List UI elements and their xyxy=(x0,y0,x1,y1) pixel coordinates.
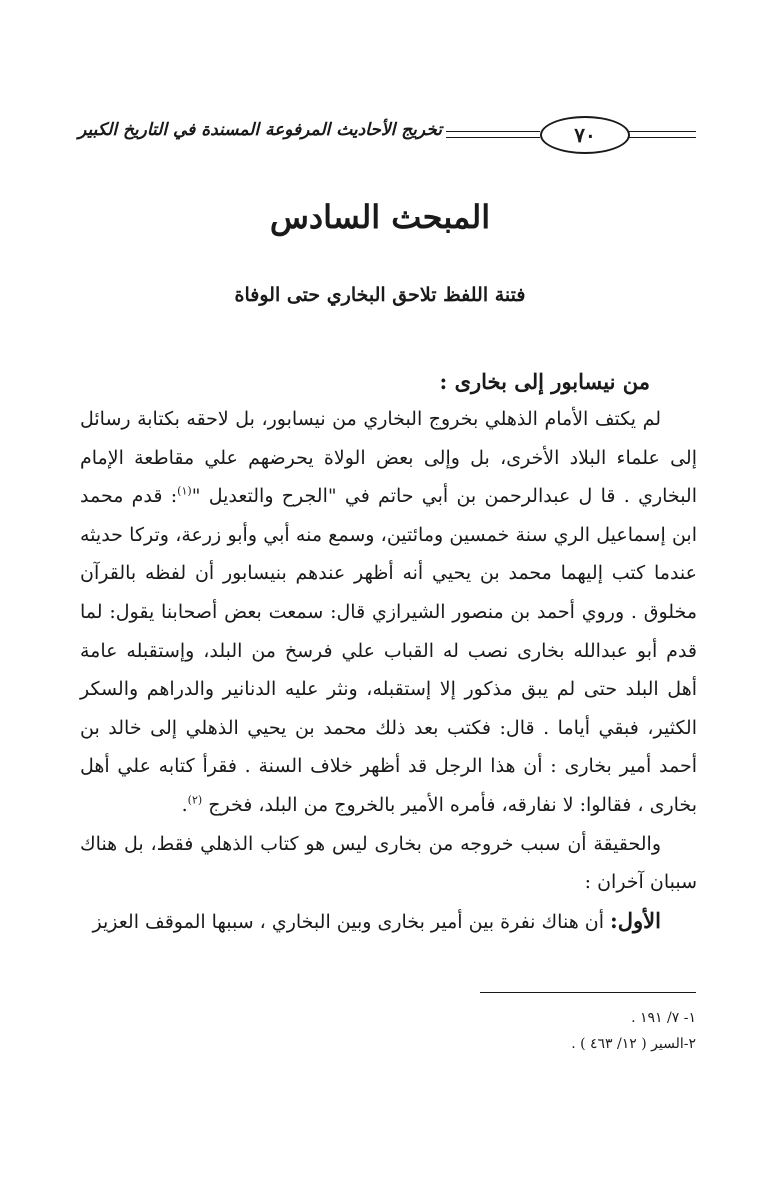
header-rule-left-2 xyxy=(446,137,540,138)
header-rule-right xyxy=(626,131,696,132)
running-title: تخريج الأحاديث المرفوعة المسندة في التاريخ الكبير xyxy=(78,120,442,140)
chapter-title: المبحث السادس xyxy=(269,198,491,236)
paragraph-3 xyxy=(80,902,697,942)
header-rule-right-2 xyxy=(626,137,696,138)
footnote-ref-1: (١) xyxy=(177,484,192,498)
footnotes xyxy=(296,1005,696,1057)
page-number: ٧٠ xyxy=(540,116,630,154)
subheading: من نيسابور إلى بخارى : xyxy=(439,369,650,394)
page-header xyxy=(0,108,760,158)
paragraph-3-lead: الأول: xyxy=(610,907,661,933)
footnote-ref-2: (٢) xyxy=(187,793,203,807)
paragraph-1-text: لم يكتف الأمام الذهلي بخروج البخاري من نيسابور، بل لاحقه بكتابة رسائل إلى علماء البلاد الأخرى، بل وإلى بعض الولاة يحرضهم علي مقاطعة الإمام البخاري . قا ل عبدالرحمن بن أبي حاتم في "الجرح والتعديل " xyxy=(80,408,697,508)
header-rule-left xyxy=(446,131,540,132)
section-title: فتنة اللفظ تلاحق البخاري حتى الوفاة xyxy=(234,284,526,306)
paragraph-2: والحقيقة أن سبب خروجه من بخارى ليس هو كتاب الذهلي فقط، بل هناك سببان آخران : xyxy=(80,832,697,894)
body-text xyxy=(80,400,697,941)
footnote-divider xyxy=(480,992,696,993)
paragraph-1 xyxy=(80,400,697,825)
footnote-2: ٢-السير ( ١٢/ ٤٦٣ ) . xyxy=(571,1036,696,1052)
paragraph-3-text: أن هناك نفرة بين أمير بخارى وبين البخاري ، سببها الموقف العزيز xyxy=(92,910,611,933)
paragraph-1-text-2: : قدم محمد ابن إسماعيل الري سنة خمسين ومائتين، وسمع منه أبي وأبو زرعة، وتركا حديثه عندما كتب إليهما محمد بن يحيي أنه أظهر عندهم بنيسابور أن لفظه بالقرآن مخلوق . وروي أحمد بن منصور الشيرازي قال: سمعت بعض أصحابنا يقول: لما قدم أبو عبدالله بخارى نصب له القباب علي فرسخ من البلد، وإستقبله عامة أهل البلد حتى لم يبق مذكور إلا إستقبله، ونثر عليه الدنانير والدراهم والسكر الكثير، فبقي أياما . قال: فكتب بعد ذلك محمد بن يحيي الذهلي إلى خالد بن أحمد أمير بخارى : أن هذا الرجل قد أظهر خلاف السنة . فقرأ كتابه علي أهل بخارى ، فقالوا: لا نفارقه، فأمره الأمير بالخروج من البلد، فخرج xyxy=(80,485,697,816)
footnote-1: ١- ٧/ ١٩١ . xyxy=(631,1010,696,1026)
paragraph-1-end: . xyxy=(181,793,188,816)
